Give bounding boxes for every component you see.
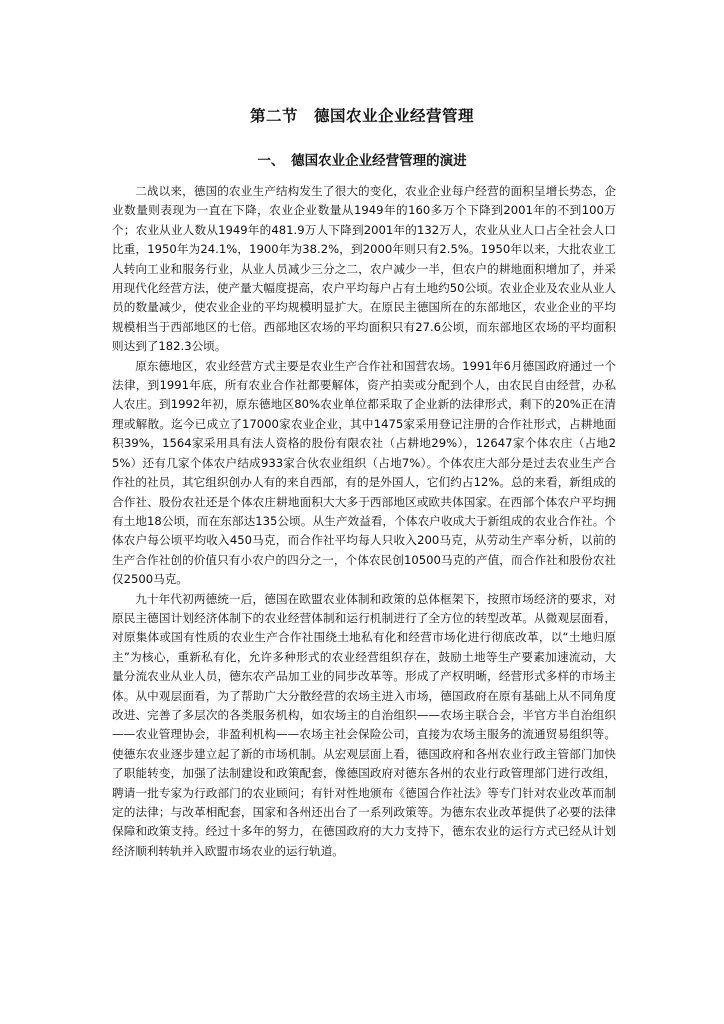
section-title: 第二节 德国农业企业经营管理 (249, 107, 474, 125)
subsection-title: 一、 德国农业企业经营管理的演进 (257, 153, 467, 169)
paragraph-3: 九十年代初两德统一后，德国在欧盟农业体制和政策的总体框架下，按照市场经济的要求，对原民主德国计划经济体制下的农业经营体制和运行机制进行了全方位的转型改革。从微观层面看，对原集体或国有性质的农业生产合作社围绕土地私有化和经营市场化进行彻底改革，以“土地归原主”为核心，重新私有化，允许多种形式的农业经营组织存在，鼓励土地等生产要素加速流动，大量分流农业从业人员，德东农产品加工业的同步改革等。形成了产权明晰，经营形式多样的市场主体。从中观层面看，为了帮助广大分散经营的农场主进入市场，德国政府在原有基础上从不同角度改进、完善了多层次的各类服务机构，如农场主的自治组织——农场主联合会，半官方半自治组织——农业管理协会，非盈利机构——农场主社会保险公司，直接为农场主服务的流通贸易组织等。使德东农业逐步建立起了新的市场机制。从宏观层面上看，德国政府和各州农业行政主管部门加快了职能转变，加强了法制建设和政策配套，像德国政府对德东各州的农业行政管理部门进行改组，聘请一批专家为行政部门的农业顾问；有针对性地颁布《德国合作社法》等专门针对农业改革而制定的法律；与改革相配套，国家和各州还出台了一系列政策等。为德东农业改革提供了必要的法律保障和政策支持。经过十多年的努力，在德国政府的大力支持下，德东农业的运行方式已经从计划经济顺利转轨并入欧盟市场农业的运行轨道。 (112, 591, 616, 858)
paragraph-1: 二战以来，德国的农业生产结构发生了很大的变化，农业企业每户经营的面积呈增长势态，企业数量则表现为一直在下降，农业企业数量从1949年的160多万个下降到2001年的不到100万个；农业从业人数从1949年的481.9万人下降到2001年的132万人，农业从业人口占全社会人口比重，1950年为24.1%，1900年为38.2%，到2000年则只有2.5%。1950年以来，大批农业工人转向工业和服务行业，从业人员减少三分之二，农户减少一半，但农户的耕地面积增加了，并采用现代化经营方法，使产量大幅度提高，农户平均每户占有土地约50公顷。农业企业及农业从业人员的数量减少，使农业企业的平均规模明显扩大。在原民主德国所在的东部地区，农业企业的平均规模相当于西部地区的七倍。西部地区农场的平均面积只有27.6公顷，而东部地区农场的平均面积则达到了182.3公顷。 (112, 184, 616, 354)
body-text (112, 182, 616, 861)
paragraph-2: 原东德地区，农业经营方式主要是农业生产合作社和国营农场。1991年6月德国政府通过一个法律，到1991年底，所有农业合作社都要解体，资产拍卖或分配到个人，由农民自由经营，办私人农庄。到1992年初，原东德地区80%农业单位都采取了企业新的法律形式，剩下的20%正在清理或解散。迄今已成立了17000家农业企业，其中1475家采用登记注册的合作社形式，占耕地面积39%，1564家采用具有法人资格的股份有限农社（占耕地29%），12647家个体农庄（占地25%）还有几家个体农户结成933家合伙农业组织（占地7%）。个体农庄大部分是过去农业生产合作社的社员，其它组织创办人有的来自西部，有的是外国人，它们约占12%。总的来看，新组成的合作社、股份农社还是个体农庄耕地面积大大多于西部地区或欧共体国家。在西部个体农户平均拥有土地18公顷，而在东部达135公顷。从生产效益看，个体农户收成大于新组成的农业合作社。个体农户每公顷平均收入450马克，而合作社平均每人只收入200马克，从劳动生产率分析，以前的生产合作社创的价值只有小农户的四分之一，个体农民创10500马克的产值，而合作社和股份农社仅2500马克。 (112, 358, 616, 587)
